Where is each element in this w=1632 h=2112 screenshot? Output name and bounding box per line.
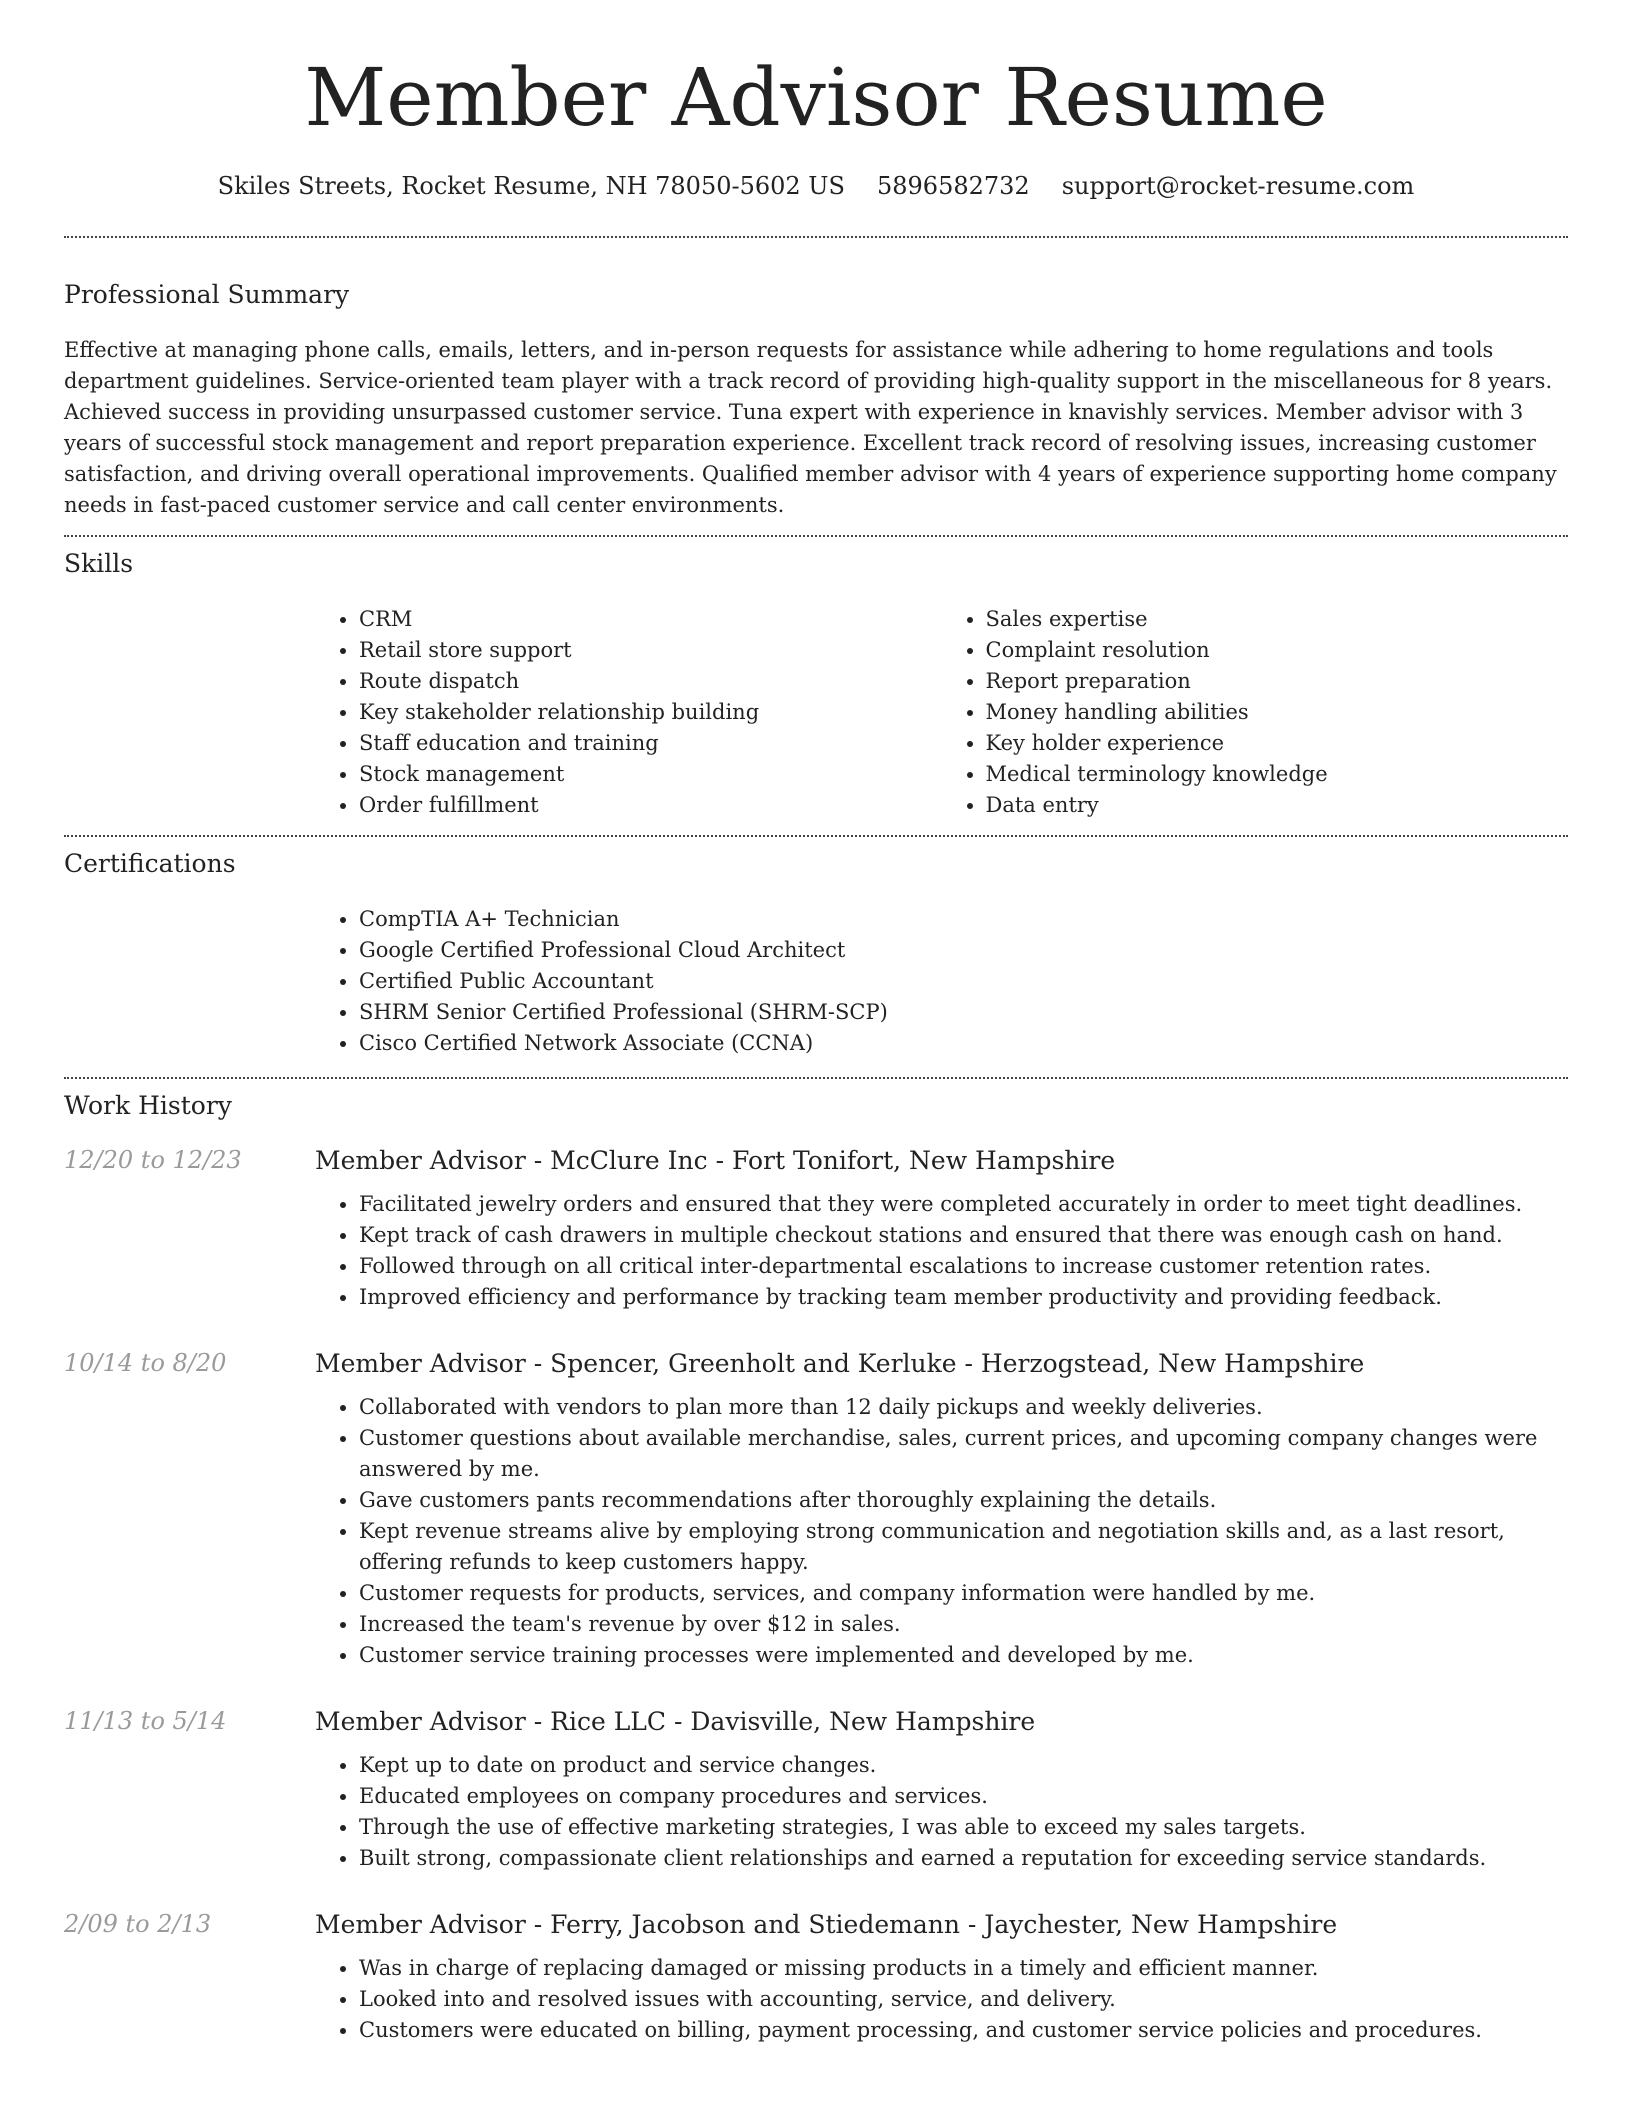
divider (64, 1077, 1568, 1079)
skills-section (64, 549, 1568, 821)
resume-page (64, 0, 1568, 2046)
job-bullets (315, 1750, 1568, 1874)
list-item: • SHRM Senior Certified Professional (SHRM-SCP) (359, 997, 1568, 1028)
section-title-certifications: Certifications (64, 849, 236, 878)
skills-list-left (315, 604, 942, 821)
list-item: • Route dispatch (359, 666, 942, 697)
job-title: Member Advisor - Rice LLC - Davisville, New Hampshire (315, 1707, 1036, 1736)
job-title: Member Advisor - Ferry, Jacobson and Stiedemann - Jaychester, New Hampshire (315, 1910, 1338, 1939)
section-title-skills: Skills (64, 549, 134, 578)
job-entry (64, 1910, 1568, 2046)
job-title: Member Advisor - Spencer, Greenholt and Kerluke - Herzogstead, New Hampshire (315, 1349, 1365, 1378)
phone: 5896582732 (876, 172, 1030, 200)
list-item: • Sales expertise (986, 604, 1569, 635)
list-item: • Kept up to date on product and service changes. (359, 1750, 1568, 1781)
summary-text: Effective at managing phone calls, emails, letters, and in-person requests for assistance while adhering to home regulations and tools department guidelines. Service-oriented team player with a track record of providing high-quality support in the miscellaneous for 8 years. Achieved success in providing unsurpassed customer service. Tuna expert with experience in knavishly services. Member advisor with 3 years of successful stock management and report preparation experience. Excellent track record of resolving issues, increasing customer satisfaction, and driving overall operational improvements. Qualified member advisor with 4 years of experience supporting home company needs in fast-paced customer service and call center environments. (64, 338, 1557, 517)
list-item: • Google Certified Professional Cloud Architect (359, 935, 1568, 966)
certifications-section (64, 849, 1568, 1059)
list-item: • Complaint resolution (986, 635, 1569, 666)
list-item: • Through the use of effective marketing strategies, I was able to exceed my sales targets. (359, 1812, 1568, 1843)
list-item: • Collaborated with vendors to plan more than 12 daily pickups and weekly deliveries. (359, 1392, 1568, 1423)
list-item: • Was in charge of replacing damaged or missing products in a timely and efficient manner. (359, 1953, 1568, 1984)
job-entry (64, 1707, 1568, 1874)
list-item: • Medical terminology knowledge (986, 759, 1569, 790)
contact-line (64, 172, 1568, 200)
list-item: • Key stakeholder relationship building (359, 697, 942, 728)
resume-title: Member Advisor Resume (304, 51, 1328, 144)
list-item: • Customer requests for products, services, and company information were handled by me. (359, 1578, 1568, 1609)
list-item: • CompTIA A+ Technician (359, 904, 1568, 935)
list-item: • Followed through on all critical inter-departmental escalations to increase customer retention rates. (359, 1251, 1568, 1282)
skills-columns (315, 604, 1568, 821)
job-dates: 12/20 to 12/23 (64, 1146, 242, 1174)
job-dates: 11/13 to 5/14 (64, 1707, 227, 1735)
job-entry (64, 1146, 1568, 1313)
list-item: • Stock management (359, 759, 942, 790)
list-item: • Customers were educated on billing, payment processing, and customer service policies and procedures. (359, 2015, 1568, 2046)
list-item: • Order fulfillment (359, 790, 942, 821)
list-item: • CRM (359, 604, 942, 635)
work-history-section (64, 1091, 1568, 2046)
list-item: • Retail store support (359, 635, 942, 666)
list-item: • Certified Public Accountant (359, 966, 1568, 997)
job-title: Member Advisor - McClure Inc - Fort Tonifort, New Hampshire (315, 1146, 1116, 1175)
job-bullets (315, 1953, 1568, 2046)
list-item: • Staff education and training (359, 728, 942, 759)
list-item: • Key holder experience (986, 728, 1569, 759)
list-item: • Gave customers pants recommendations after thoroughly explaining the details. (359, 1485, 1568, 1516)
list-item: • Kept revenue streams alive by employing strong communication and negotiation skills and, as a last resort, offering refunds to keep customers happy. (359, 1516, 1568, 1578)
list-item: • Report preparation (986, 666, 1569, 697)
certifications-list (315, 904, 1568, 1059)
job-bullets (315, 1189, 1568, 1313)
list-item: • Educated employees on company procedures and services. (359, 1781, 1568, 1812)
list-item: • Money handling abilities (986, 697, 1569, 728)
job-bullets (315, 1392, 1568, 1671)
address: Skiles Streets, Rocket Resume, NH 78050-5602 US (217, 172, 845, 200)
divider (64, 236, 1568, 238)
list-item: • Built strong, compassionate client relationships and earned a reputation for exceeding service standards. (359, 1843, 1568, 1874)
list-item: • Cisco Certified Network Associate (CCNA) (359, 1028, 1568, 1059)
list-item: • Facilitated jewelry orders and ensured that they were completed accurately in order to meet tight deadlines. (359, 1189, 1568, 1220)
list-item: • Improved efficiency and performance by tracking team member productivity and providing feedback. (359, 1282, 1568, 1313)
job-dates: 10/14 to 8/20 (64, 1349, 227, 1377)
section-title-summary: Professional Summary (64, 280, 350, 309)
divider (64, 535, 1568, 537)
skills-list-right (942, 604, 1569, 821)
list-item: • Kept track of cash drawers in multiple checkout stations and ensured that there was enough cash on hand. (359, 1220, 1568, 1251)
list-item: • Looked into and resolved issues with accounting, service, and delivery. (359, 1984, 1568, 2015)
section-title-work: Work History (64, 1091, 232, 1120)
job-entry (64, 1349, 1568, 1671)
job-dates: 2/09 to 2/13 (64, 1910, 212, 1938)
list-item: • Data entry (986, 790, 1569, 821)
email[interactable]: support@rocket-resume.com (1061, 172, 1415, 200)
summary-section (64, 280, 1568, 521)
list-item: • Customer questions about available merchandise, sales, current prices, and upcoming company changes were answered by me. (359, 1423, 1568, 1485)
list-item: • Customer service training processes were implemented and developed by me. (359, 1640, 1568, 1671)
list-item: • Increased the team's revenue by over $12 in sales. (359, 1609, 1568, 1640)
divider (64, 835, 1568, 837)
